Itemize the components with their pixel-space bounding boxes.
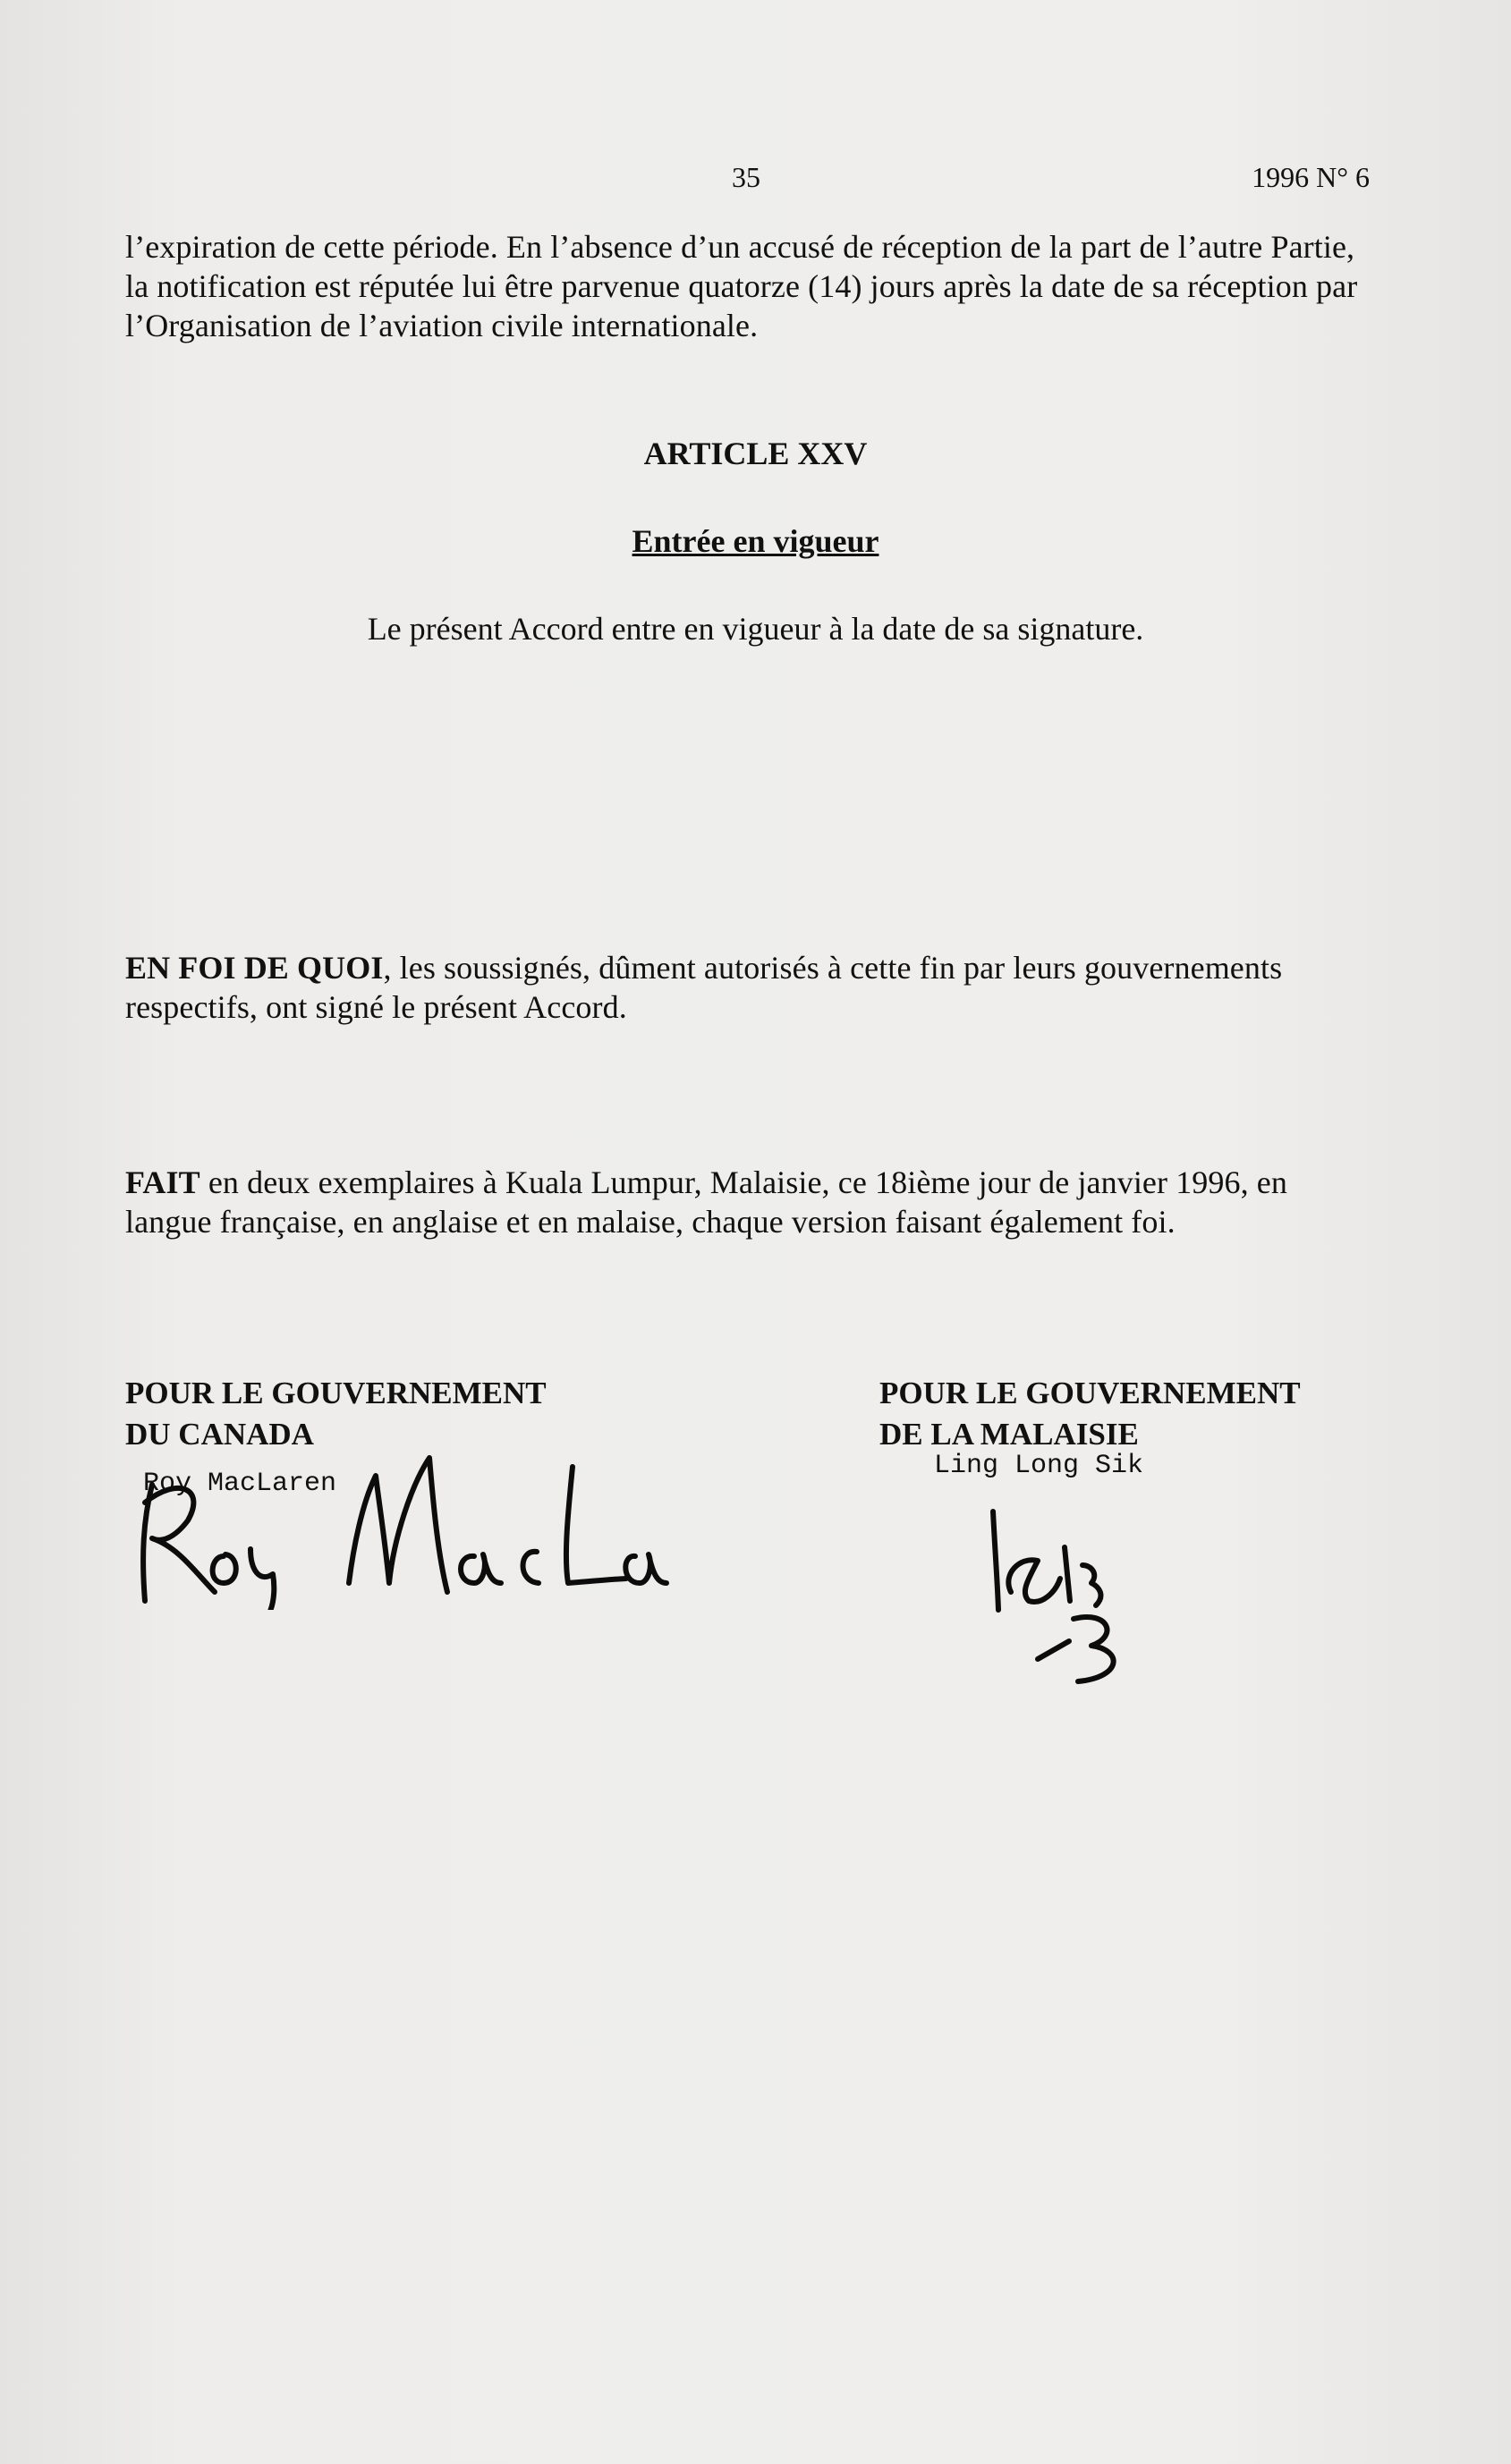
witness-lead: EN FOI DE QUOI bbox=[125, 950, 384, 986]
article-subtitle: Entrée en vigueur bbox=[632, 523, 879, 559]
done-lead: FAIT bbox=[125, 1164, 200, 1200]
done-paragraph bbox=[125, 1163, 1378, 1241]
witness-paragraph bbox=[125, 948, 1378, 1027]
paragraph-continuation: l’expiration de cette période. En l’absence d’un accusé de réception de la part de l’autre Partie, la notification est réputée lui être parvenue quatorze (14) jours après la date de sa réception par l’Organisation de l’aviation civile internationale. bbox=[125, 229, 1358, 343]
signature-heading-line-2: DU CANADA bbox=[125, 1417, 314, 1452]
signature-block-malaysia bbox=[879, 1373, 1301, 1455]
signature-heading-line-1: POUR LE GOUVERNEMENT bbox=[125, 1376, 547, 1410]
issue-number: 1996 N° 6 bbox=[1252, 161, 1370, 193]
signature-heading-line-1: POUR LE GOUVERNEMENT bbox=[879, 1376, 1301, 1410]
handwritten-signature-malaysia bbox=[966, 1494, 1163, 1695]
signature-block-canada bbox=[125, 1373, 547, 1455]
handwritten-signature-canada bbox=[125, 1449, 698, 1614]
article-title: ARTICLE XXV bbox=[643, 436, 868, 471]
signature-heading-line-2: DE LA MALAISIE bbox=[879, 1417, 1139, 1452]
typed-name-malaysia: Ling Long Sik bbox=[934, 1451, 1144, 1481]
witness-text: , les soussignés, dûment autorisés à cette fin par leurs gouvernements respectifs, ont signé le présent Accord. bbox=[125, 950, 1283, 1025]
page-number: 35 bbox=[732, 161, 760, 193]
done-text: en deux exemplaires à Kuala Lumpur, Malaisie, ce 18ième jour de janvier 1996, en langue française, en anglaise et en malaise, chaque version faisant également foi. bbox=[125, 1164, 1287, 1240]
article-text: Le présent Accord entre en vigueur à la date de sa signature. bbox=[367, 611, 1144, 647]
typed-name-canada: Roy MacLaren bbox=[143, 1469, 337, 1499]
